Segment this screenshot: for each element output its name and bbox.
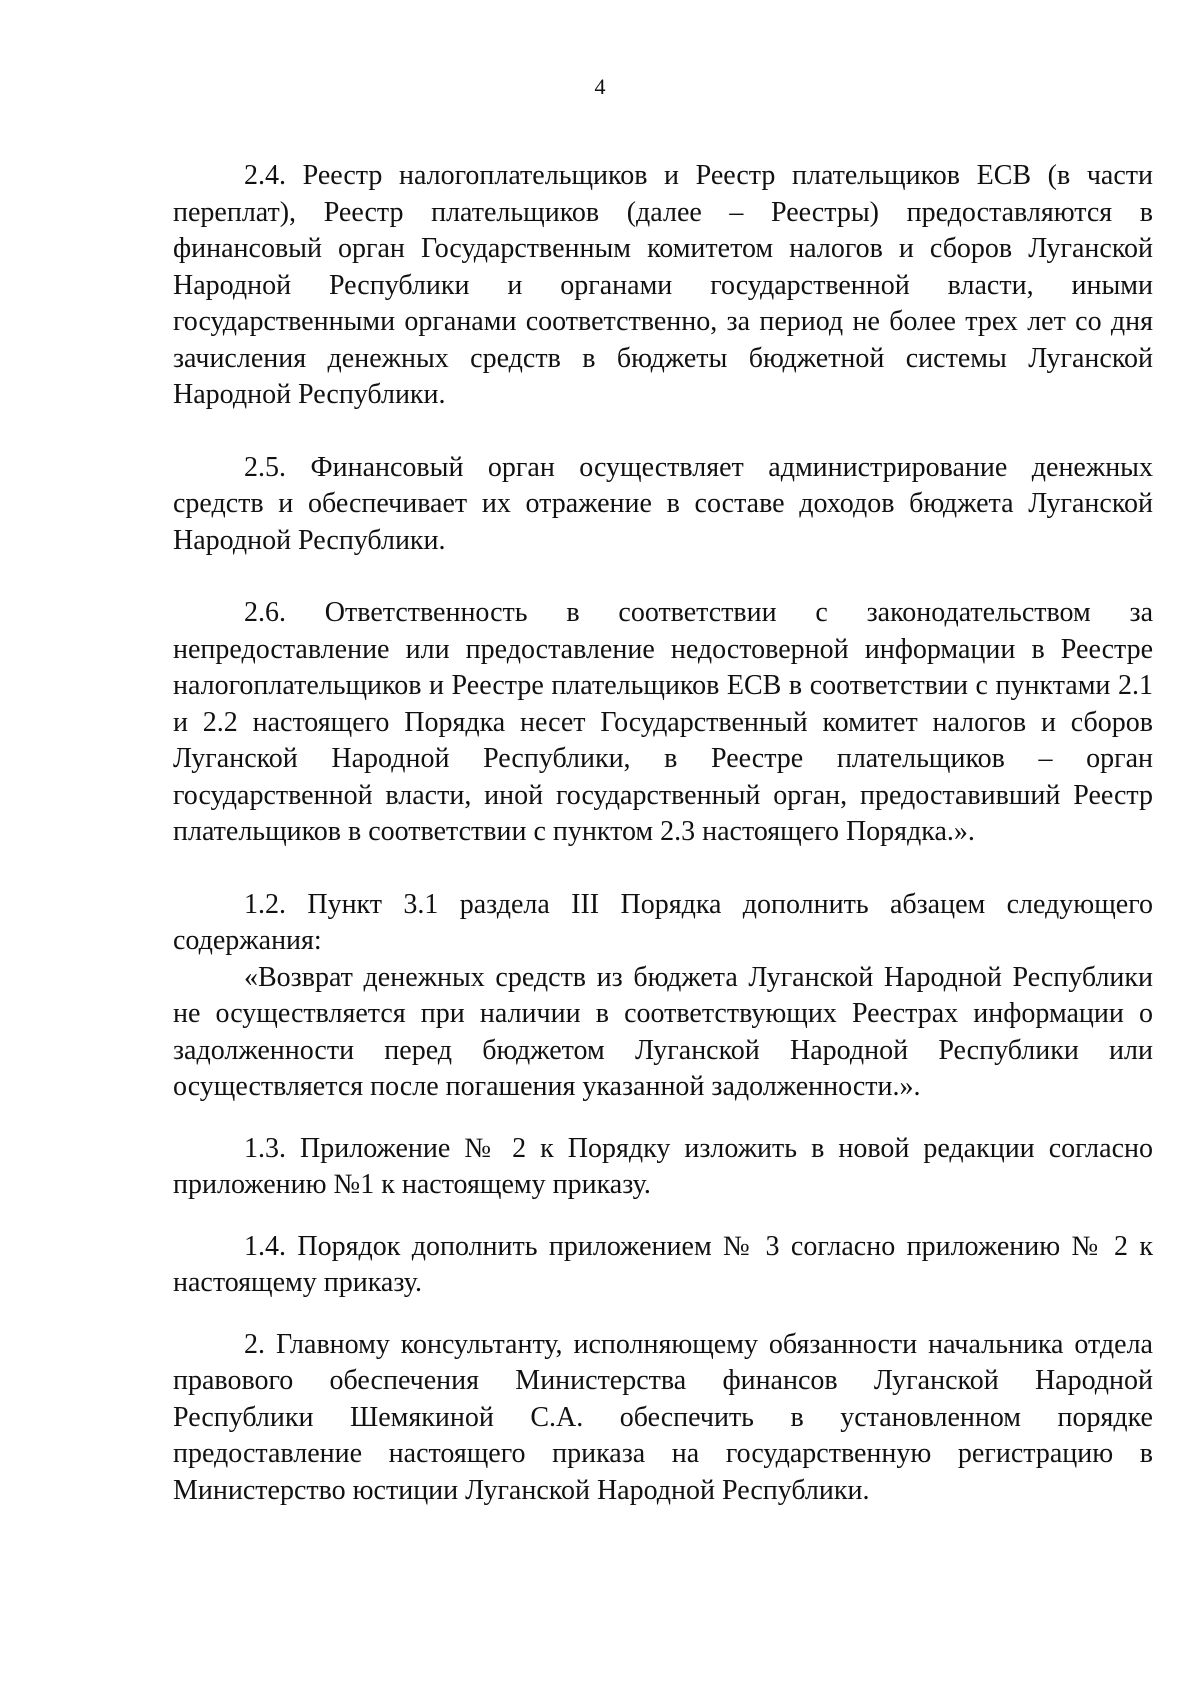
paragraph-2-6: 2.6. Ответственность в соответствии с законодательством за непредоставление или предоставление недостоверной информации в Реестре налогоплательщиков и Реестре плательщиков ЕСВ в соответствии с пунктами 2.1 и 2.2 настоящего Порядка несет Государственный комитет налогов и сборов Луганской Народной Республики, в Реестре плательщиков – орган государственной власти, иной государственный орган, предоставивший Реестр плательщиков в соответствии с пунктом 2.3 настоящего Порядка.». [173, 597, 1153, 847]
paragraph-2-4: 2.4. Реестр налогоплательщиков и Реестр плательщиков ЕСВ (в части переплат), Реестр плательщиков (далее – Реестры) предоставляются в финансовый орган Государственным комитетом налогов и сборов Луганской Народной Республики и органами государственной власти, иными государственными органами соответственно, за период не более трех лет со дня зачисления денежных средств в бюджеты бюджетной системы Луганской Народной Республики. [173, 160, 1153, 410]
paragraph-1-2-quote: «Возврат денежных средств из бюджета Луганской Народной Республики не осуществляется при наличии в соответствующих Реестрах информации о задолженности перед бюджетом Луганской Народной Республики или осуществляется после погашения указанной задолженности.». [173, 961, 1153, 1102]
paragraph-1-2: 1.2. Пункт 3.1 раздела III Порядка дополнить абзацем следующего содержания: [173, 888, 1153, 956]
document-body [173, 158, 1153, 1509]
paragraph-2-5: 2.5. Финансовый орган осуществляет администрирование денежных средств и обеспечивает их отражение в составе доходов бюджета Луганской Народной Республики. [173, 451, 1153, 556]
page-number: 4 [594, 74, 606, 99]
paragraph-1-3: 1.3. Приложение № 2 к Порядку изложить в новой редакции согласно приложению №1 к настоящему приказу. [173, 1132, 1153, 1200]
paragraph-2: 2. Главному консультанту, исполняющему обязанности начальника отдела правового обеспечения Министерства финансов Луганской Народной Республики Шемякиной С.А. обеспечить в установленном порядке предоставление настоящего приказа на государственную регистрацию в Министерство юстиции Луганской Народной Республики. [173, 1328, 1153, 1506]
paragraph-1-4: 1.4. Порядок дополнить приложением № 3 согласно приложению № 2 к настоящему приказу. [173, 1230, 1153, 1298]
